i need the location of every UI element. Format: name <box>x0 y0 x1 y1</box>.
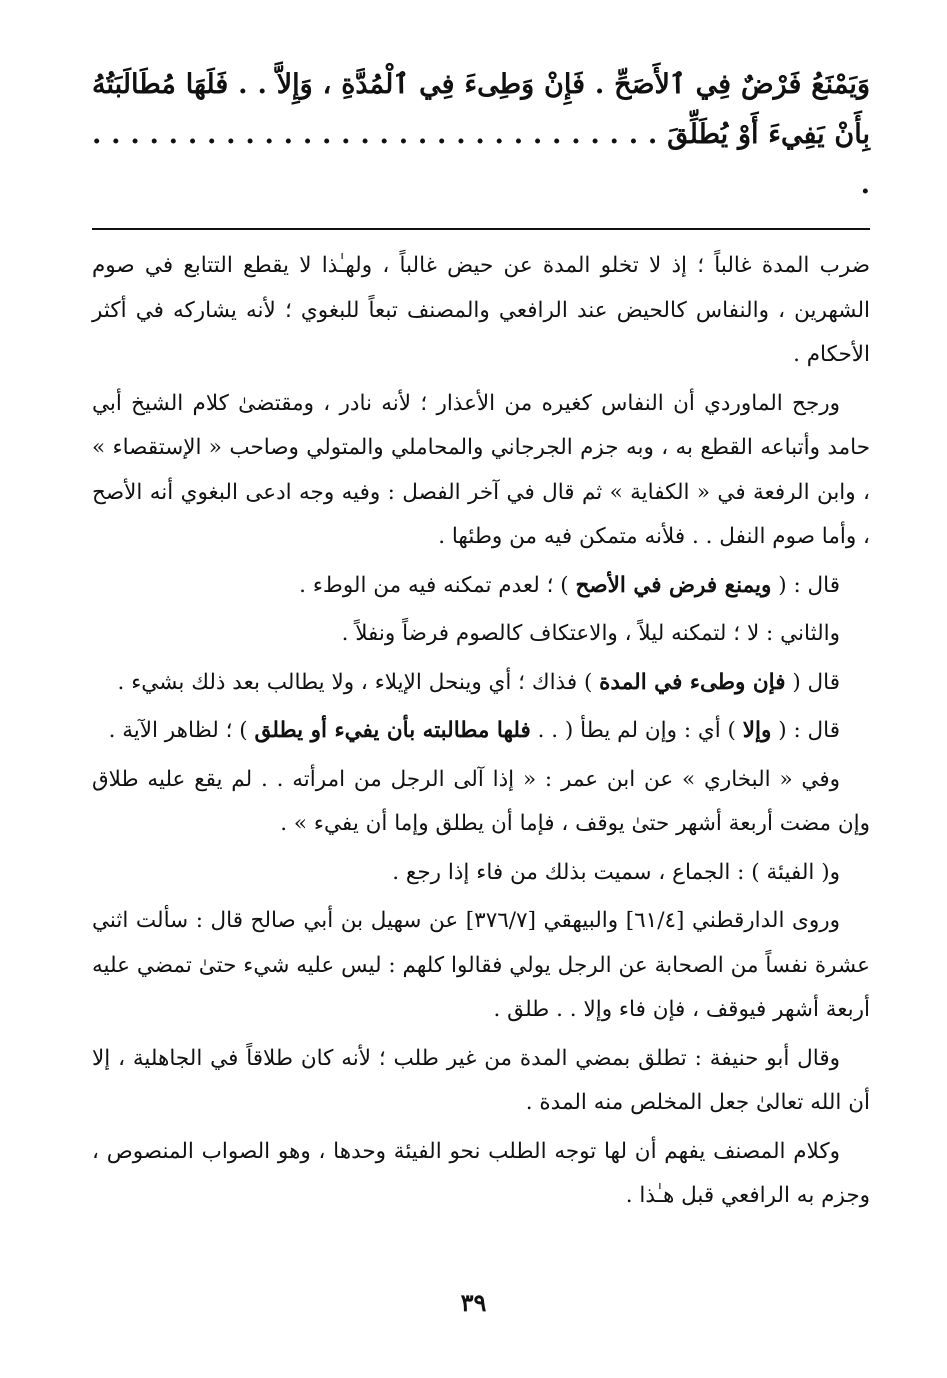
commentary-text: و( الفيئة ) : الجماع ، سميت بذلك من فاء إذا رجع . <box>392 859 840 885</box>
quoted-matn: وإلا <box>742 718 772 743</box>
commentary-paragraph <box>92 1130 870 1219</box>
commentary-text: ) ؛ لعدم تمكنه فيه من الوطء . <box>299 572 576 598</box>
matn-line-2: يُطَلِّقَ <box>667 119 729 150</box>
commentary-paragraph <box>92 612 870 657</box>
commentary-text: ورجح الماوردي أن النفاس كغيره من الأعذار ؛ لأنه نادر ، ومقتضىٰ كلام الشيخ أبي حامد وأتباعه القطع به ، وبه جزم الجرجاني والمحاملي والمتولي وصاحب « الإستقصاء » ، وابن الرفعة في « الكفاية » ثم قال في آخر الفصل : وفيه وجه ادعى البغوي أنه الأصح ، وأما صوم النفل . . فلأنه متمكن فيه من وطئها . <box>92 390 870 549</box>
commentary-text: قال : ( <box>771 718 840 743</box>
commentary-text: ضرب المدة غالباً ؛ إذ لا تخلو المدة عن حيض غالباً ، ولهـٰذا لا يقطع التتابع في صوم الشهرين ، والنفاس كالحيض عند الرافعي والمصنف تبعاً للبغوي ؛ لأنه يشاركه في أكثر الأحكام . <box>92 253 870 367</box>
commentary-paragraph <box>92 382 870 560</box>
commentary-paragraph <box>92 758 870 847</box>
commentary <box>92 244 870 1219</box>
commentary-text: والثاني : لا ؛ لتمكنه ليلاً ، والاعتكاف كالصوم فرضاً ونفلاً . <box>341 621 840 646</box>
quoted-matn: فلها مطالبته بأن يفيء أو يطلق <box>254 718 531 743</box>
commentary-text: وقال أبو حنيفة : تطلق بمضي المدة من غير طلب ؛ لأنه كان طلاقاً في الجاهلية ، إلا أن الله تعالىٰ جعل المخلص منه المدة . <box>92 1045 870 1115</box>
commentary-text: قال ( <box>785 669 840 695</box>
commentary-paragraph <box>92 661 870 706</box>
page-number: ٣٩ <box>460 1288 487 1317</box>
commentary-paragraph <box>92 564 870 609</box>
commentary-text: ) أي : وإن لم يطأ ( . . <box>530 718 743 743</box>
commentary-text: وكلام المصنف يفهم أن لها توجه الطلب نحو الفيئة وحدها ، وهو الصواب المنصوص ، وجزم به الرافعي قبل هـٰذا . <box>92 1138 870 1208</box>
commentary-paragraph <box>92 1037 870 1126</box>
separator-rule <box>92 228 870 230</box>
quoted-matn: فإن وطىء في المدة <box>599 669 786 695</box>
commentary-text: ) فذاك ؛ أي وينحل الإيلاء ، ولا يطالب بعد ذلك بشيء . <box>117 669 600 695</box>
commentary-text: وفي « البخاري » عن ابن عمر : « إذا آلى الرجل من امرأته . . لم يقع عليه طلاق وإن مضت أربعة أشهر حتىٰ يوقف ، فإما أن يطلق وإما أن يفيء » . <box>92 766 870 836</box>
matn-text <box>92 60 870 210</box>
matn-dots: . . . . . . . . . . . . . . . . . . . . . . . . . . . . . . . <box>92 119 870 200</box>
commentary-paragraph <box>92 709 870 754</box>
quoted-matn: ويمنع فرض في الأصح <box>575 572 772 598</box>
commentary-paragraph <box>92 851 870 896</box>
commentary-text: وروى الدارقطني [٦١/٤] والبيهقي [٣٧٦/٧] عن سهيل بن أبي صالح قال : سألت اثني عشرة نفساً من الصحابة عن الرجل يولي فقالوا كلهم : ليس عليه شيء حتىٰ تمضي عليه أربعة أشهر فيوقف ، فإن فاء وإلا . . طلق . <box>92 908 870 1022</box>
commentary-paragraph <box>92 899 870 1033</box>
commentary-text: ) ؛ لظاهر الآية . <box>108 718 255 743</box>
commentary-paragraph <box>92 244 870 378</box>
page-body <box>92 60 870 1223</box>
matn-line-1: وَيَمْنَعُ فَرْضٌ فِي ٱلأَصَحِّ . فَإِنْ وَطِىءَ فِي ٱلْمُدَّةِ ، وَإِلاَّ . . فَلَهَا مُطَالَبَتُهُ بِأَنْ يَفِيءَ أَوْ <box>92 69 870 150</box>
commentary-text: قال : ( <box>771 572 840 598</box>
